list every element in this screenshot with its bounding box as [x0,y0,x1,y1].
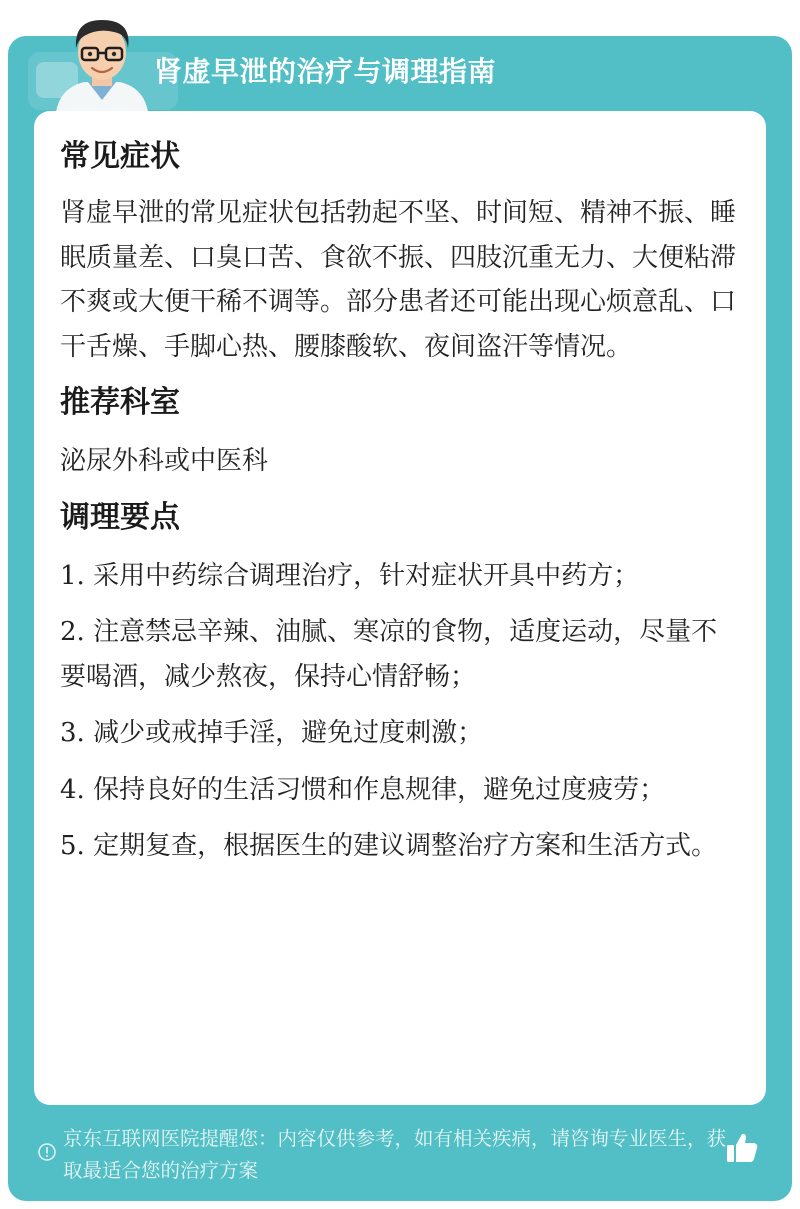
footer [8,1122,792,1192]
list-item-number: 2. [60,617,85,647]
list-item-text: 采用中药综合调理治疗，针对症状开具中药方； [93,560,640,591]
doctor-avatar [48,8,156,112]
list-item-text: 减少或戒掉手淫，避免过度刺激； [93,718,484,748]
list-item-number: 4. [60,774,85,805]
section-title-care: 调理要点 [60,499,180,535]
list-item [60,824,740,869]
list-item-text: 定期复查，根据医生的建议调整治疗方案和生活方式。 [93,831,718,861]
list-item-number: 1. [60,560,85,591]
list-item-number: 5. [60,831,85,861]
department-text: 泌尿外科或中医科 [60,446,269,476]
page-title: 肾虚早泄的治疗与调理指南 [154,55,497,88]
list-item-text: 保持良好的生活习惯和作息规律，避免过度疲劳； [93,774,666,805]
info-circle-icon [37,1142,57,1162]
list-item-number: 3. [60,718,85,748]
list-item [60,711,740,756]
symptoms-text: 肾虚早泄的常见症状包括勃起不坚、时间短、精神不振、睡眠质量差、口臭口苦、食欲不振、四肢沉重无力、大便粘滞不爽或大便干稀不调等。部分患者还可能出现心烦意乱、口干舌燥、手脚心热、腰膝酸软、夜间盗汗等情况。 [60,198,737,362]
card-header [8,36,792,112]
section-title-department: 推荐科室 [60,385,180,420]
list-item [60,768,740,813]
list-item-text: 注意禁忌辛辣、油腻、寒凉的食物，适度运动，尽量不要喝酒，减少熬夜，保持心情舒畅； [60,617,718,692]
section-title-symptoms: 常见症状 [60,139,180,174]
disclaimer-text: 京东互联网医院提醒您：内容仅供参考，如有相关疾病，请咨询专业医生，获取最适合您的治疗方案 [63,1127,727,1182]
list-item [60,610,740,699]
article-card [8,36,792,1201]
list-item [60,554,740,599]
content-panel [34,111,766,1105]
thumbs-up-icon[interactable] [724,1130,760,1166]
